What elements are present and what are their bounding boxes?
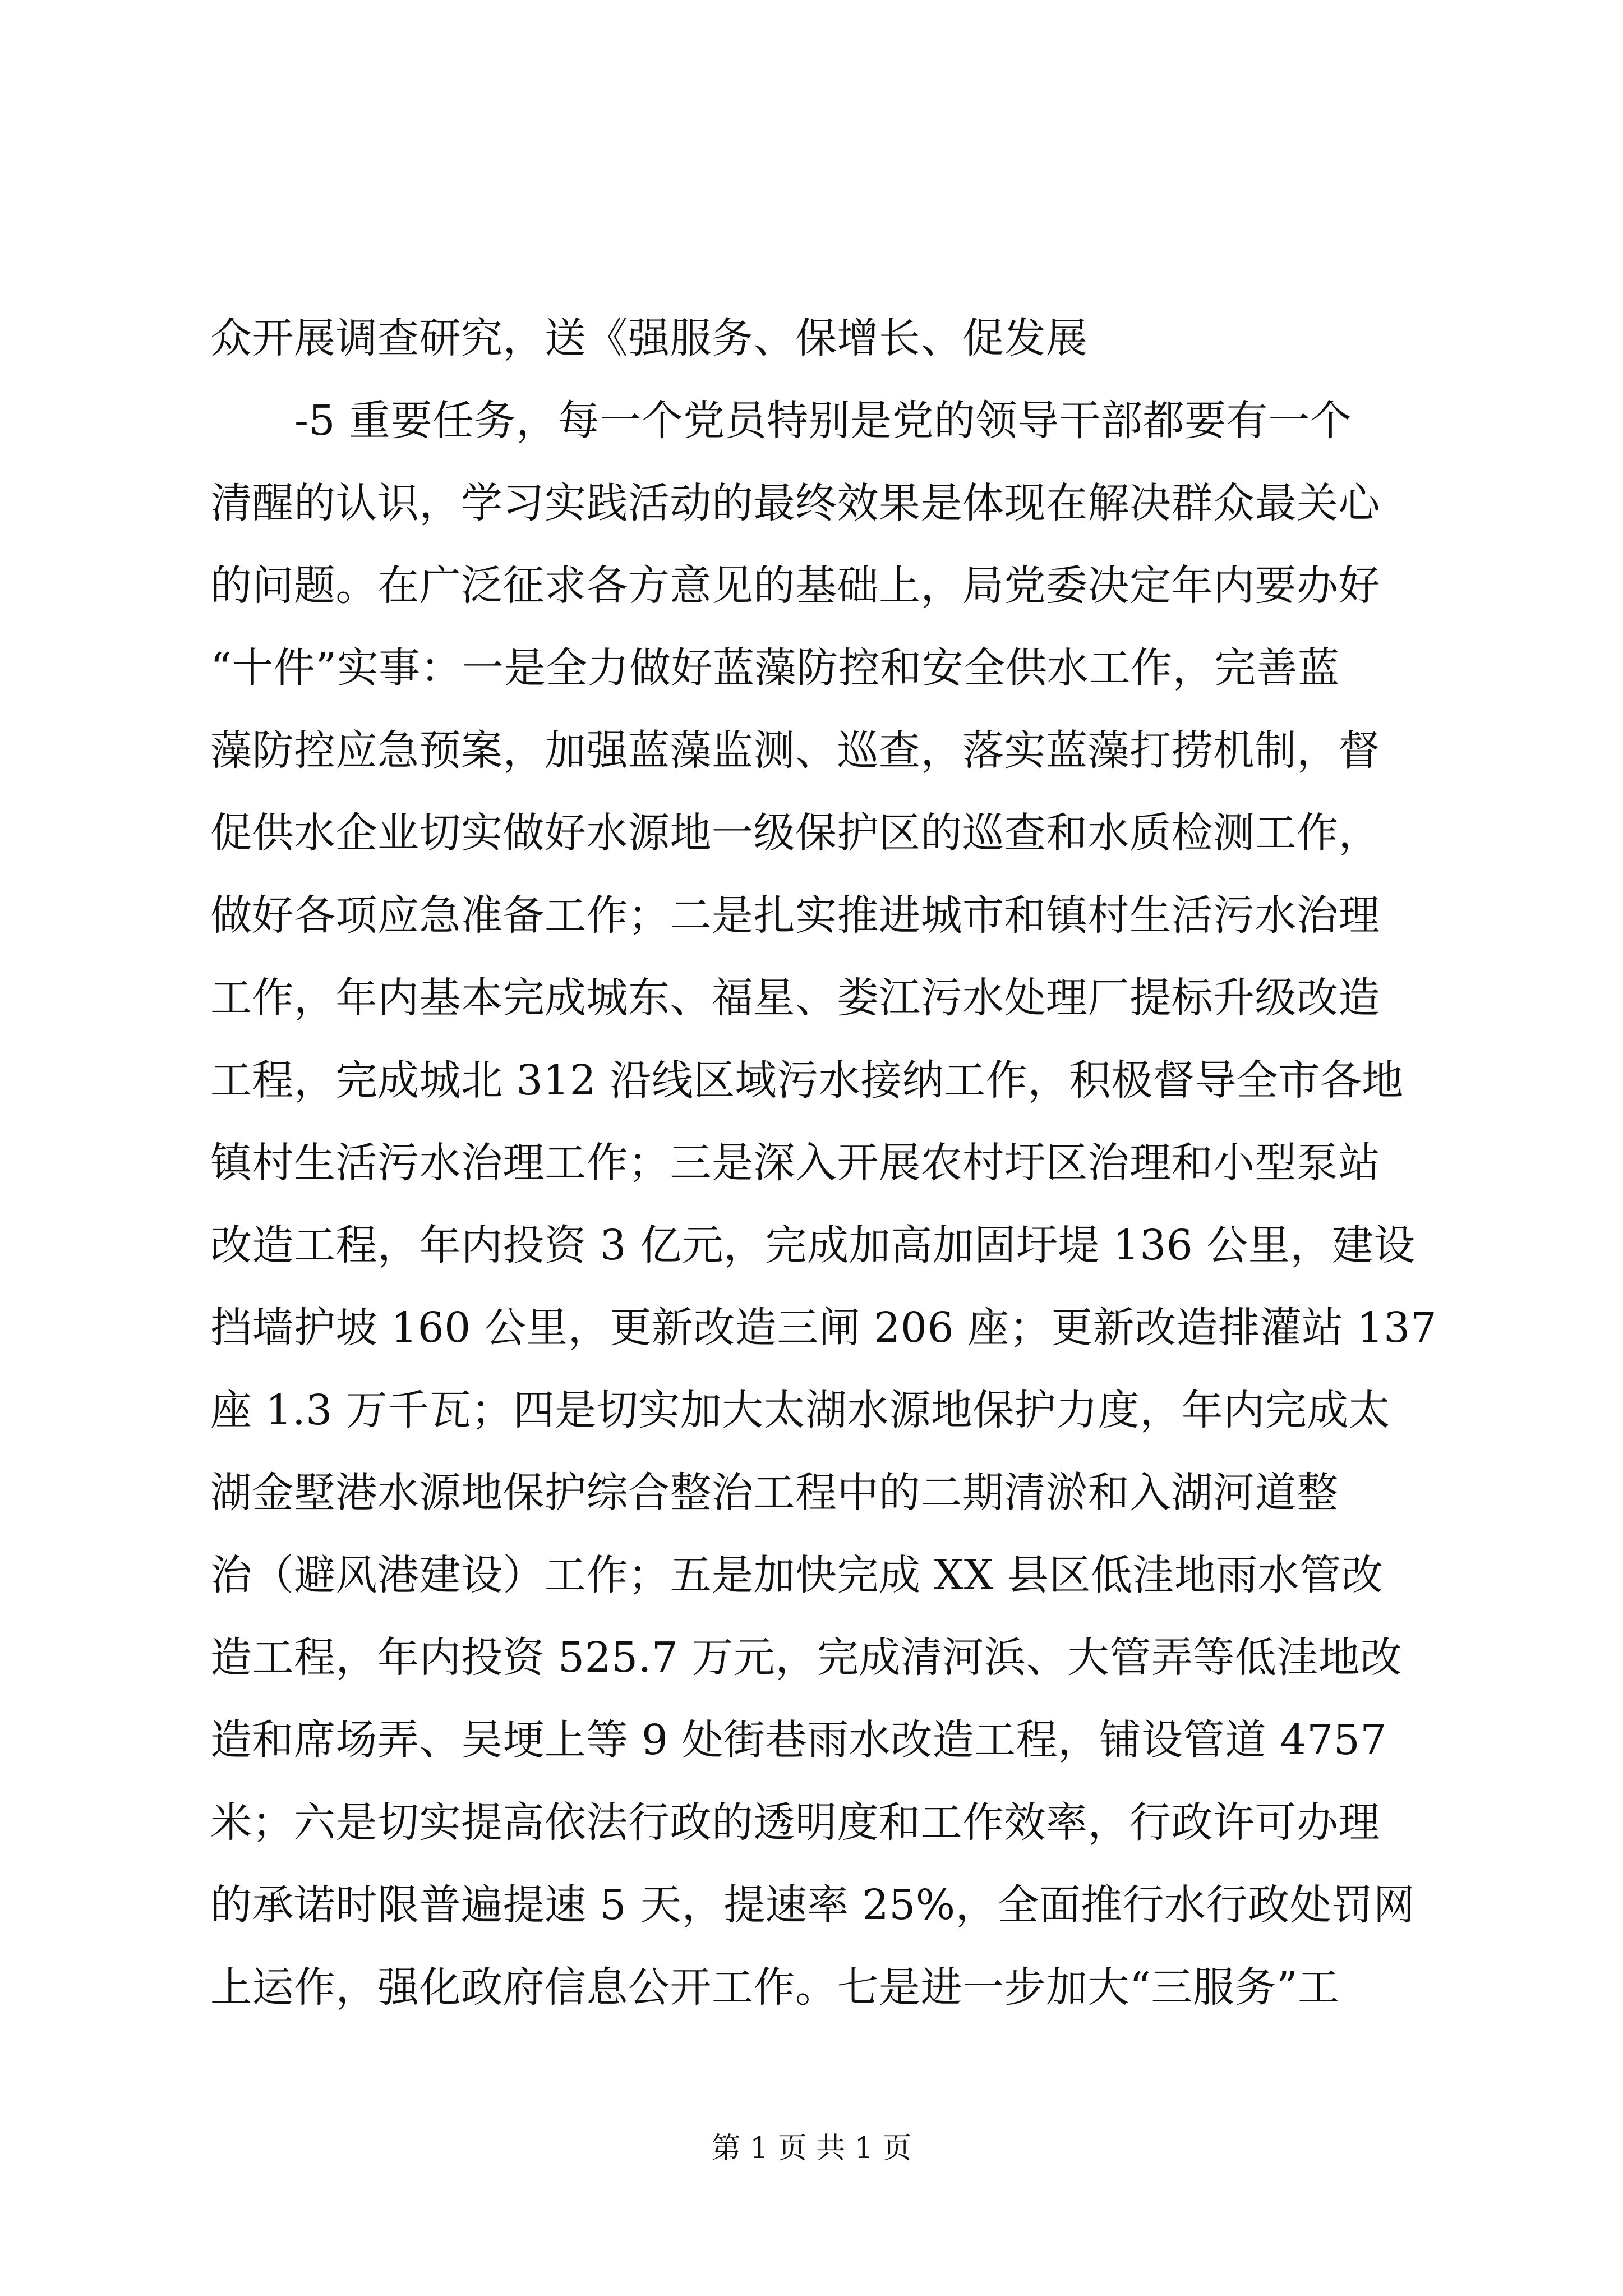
text-line: 藻防控应急预案，加强蓝藻监测、巡查，落实蓝藻打捞机制，督: [210, 726, 1380, 775]
text-line: 的问题。在广泛征求各方意见的基础上，局党委决定年内要办好: [210, 562, 1380, 610]
text-line: 造工程，年内投资 525.7 万元，完成清河浜、大管弄等低洼地改: [210, 1634, 1402, 1682]
text-line: 治（避风港建设）工作；五是加快完成 XX 县区低洼地雨水管改: [210, 1551, 1384, 1599]
text-line: 挡墙护坡 160 公里，更新改造三闸 206 座；更新改造排灌站 137: [210, 1304, 1437, 1352]
text-line: 工程，完成城北 312 沿线区域污水接纳工作，积极督导全市各地: [210, 1056, 1404, 1105]
text-line: 促供水企业切实做好水源地一级保护区的巡查和水质检测工作，: [210, 809, 1380, 857]
text-line: “十件”实事：一是全力做好蓝藻防控和安全供水工作，完善蓝: [210, 644, 1340, 692]
text-line: 做好各项应急准备工作；二是扎实推进城市和镇村生活污水治理: [210, 891, 1380, 940]
text-line: 镇村生活污水治理工作；三是深入开展农村圩区治理和小型泵站: [210, 1139, 1380, 1187]
text-line: -5 重要任务，每一个党员特别是党的领导干部都要有一个: [294, 397, 1352, 445]
body-text: [210, 297, 1467, 2029]
text-line: 的承诺时限普遍提速 5 天，提速率 25%，全面推行水行政处罚网: [210, 1881, 1415, 1929]
text-line: 米；六是切实提高依法行政的透明度和工作效率，行政许可办理: [210, 1798, 1380, 1847]
text-line: 座 1.3 万千瓦；四是切实加大太湖水源地保护力度，年内完成太: [210, 1386, 1391, 1434]
text-line: 众开展调查研究，送《强服务、保增长、促发展: [210, 314, 1088, 362]
text-line: 造和席场弄、吴埂上等 9 处街巷雨水改造工程，铺设管道 4757: [210, 1716, 1387, 1764]
page-number-footer: 第 1 页 共 1 页: [711, 2132, 912, 2165]
text-line: 清醒的认识，学习实践活动的最终效果是体现在解决群众最关心: [210, 479, 1380, 527]
text-line: 改造工程，年内投资 3 亿元，完成加高加固圩堤 136 公里，建设: [210, 1221, 1415, 1269]
text-line: 上运作，强化政府信息公开工作。七是进一步加大“三服务”工: [210, 1963, 1340, 2012]
text-line: 工作，年内基本完成城东、福星、娄江污水处理厂提标升级改造: [210, 974, 1380, 1022]
text-line: 湖金墅港水源地保护综合整治工程中的二期清淤和入湖河道整: [210, 1469, 1339, 1517]
